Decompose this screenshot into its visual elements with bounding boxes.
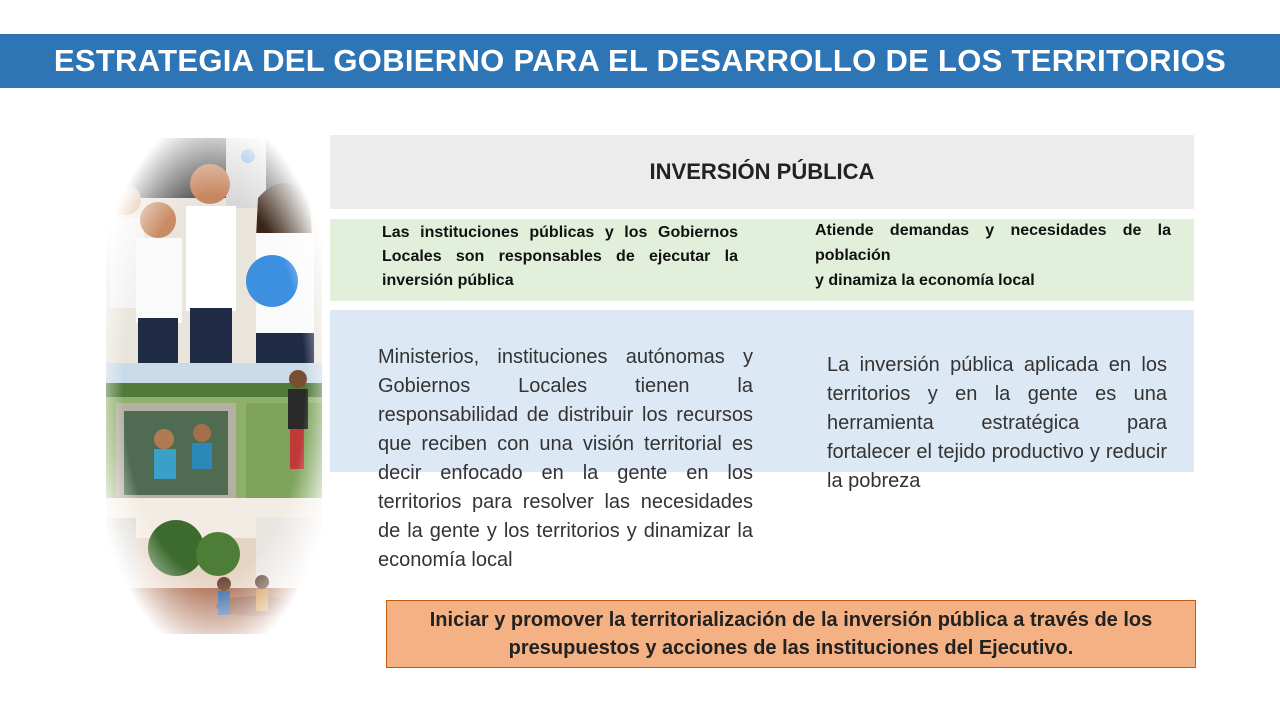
responsibility-text: Las instituciones públicas y los Gobiernos Locales son responsables de ejecutar la inversión pública	[382, 224, 738, 289]
callout-box	[386, 600, 1196, 668]
fish-pond-photo	[106, 363, 322, 498]
investment-paragraph: La inversión pública aplicada en los territorios y en la gente es una herramienta estratégica para fortalecer el tejido productivo y reducir la pobreza	[827, 354, 1167, 492]
purpose-text	[815, 218, 1171, 293]
ministries-paragraph: Ministerios, instituciones autónomas y Gobiernos Locales tienen la responsabilidad de distribuir los recursos que reciben con una visión territorial es decir enfocado en la gente en los territorios para resolver las necesidades de la gente y los territorios y dinamizar la economía local	[378, 346, 753, 571]
slide-title: ESTRATEGIA DEL GOBIERNO PARA EL DESARROLLO DE LOS TERRITORIOS	[53, 43, 1227, 78]
section-heading: INVERSIÓN PÚBLICA	[649, 159, 875, 184]
callout-text: Iniciar y promover la territorialización de la inversión pública a través de los presupuestos y acciones de las instituciones del Ejecutivo.	[429, 609, 1153, 659]
purpose-line-3: y dinamiza la economía local	[815, 272, 1035, 289]
section-heading-band	[330, 135, 1194, 209]
purpose-line-1: Atiende demandas y necesidades de la	[815, 222, 1171, 239]
title-bar	[0, 34, 1280, 88]
purpose-line-2: población	[815, 247, 891, 264]
town-plaza-photo	[106, 498, 322, 634]
photo-collage	[106, 138, 322, 634]
school-children-photo	[106, 138, 322, 363]
